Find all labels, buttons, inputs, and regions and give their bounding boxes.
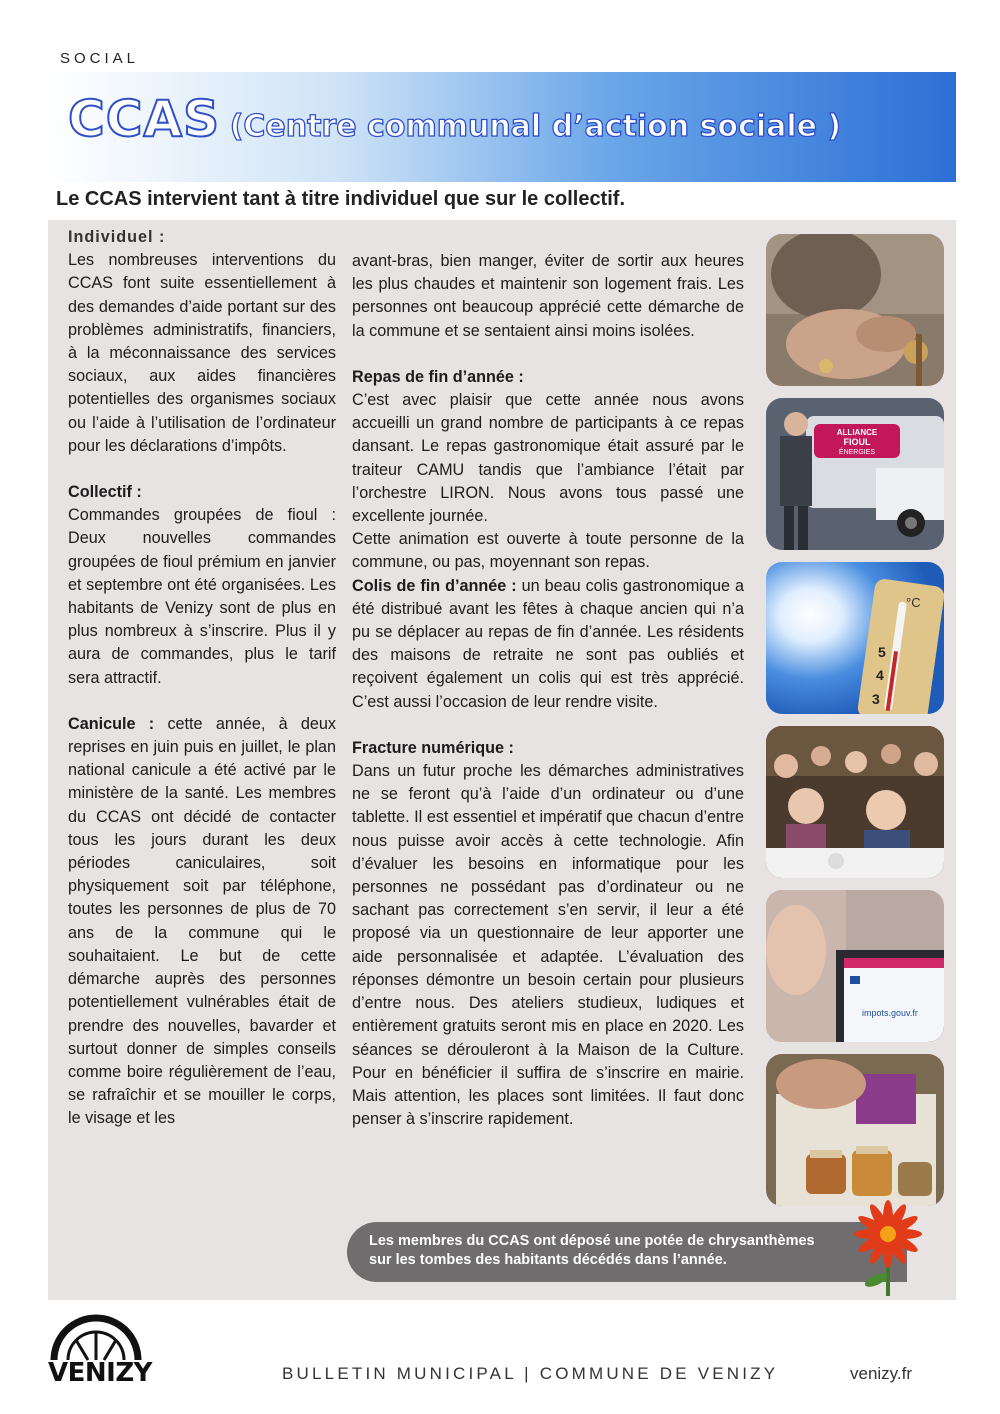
canicule-continued: avant-bras, bien manger, éviter de sortir aux heures les plus chaudes et maintenir son logement frais. Les personnes ont beaucoup apprécié cette démarche de la commune et se sentaient ainsi moins isolées.: [352, 252, 744, 340]
text-column-2: [352, 250, 744, 1131]
fracture-text: Dans un futur proche les démarches administratives ne se feront qu’à l’aide d’un ordinateur ou d’une tablette. Il est essentiel et impératif que chacun d’entre nous puisse avoir accès à cette technologie. Afin d’évaluer les besoins en informatique pour les personnes ne possédant pas d’ordinateur ou ne sachant pas correctement s’en servir, il leur a été proposé via un questionnaire de leur apporter une aide personnalisée et adaptée. L’évaluation des réponses démontre un besoin certain pour plusieurs d’entre nous. Des ateliers studieux, ludiques et entièrement gratuits seront mis en place en 2020. Les séances se dérouleront à la Maison de la Culture. Pour en bénéficier il suffira de s’inscrire en mairie. Mais attention, les places sont limitées. Il faut donc penser à s’inscrire rapidement.: [352, 762, 744, 1129]
repas-text-2: Cette animation est ouverte à toute personne de la commune, ou pas, moyennant son repas.: [352, 530, 744, 572]
collectif-text: Commandes groupées de fioul : Deux nouvelles commandes groupées de fioul prémium en janvier et septembre ont été organisées. Les habitants de Venizy sont de plus en plus nombreux à s’inscrire. Plus il y aura de commandes, plus le tarif sera attractif.: [68, 506, 336, 687]
truck-text-2: FIOUL: [843, 437, 871, 447]
colis-heading: Colis de fin d’année :: [352, 576, 517, 595]
repas-text: C’est avec plaisir que cette année nous avons accueilli un grand nombre de participants à ce repas dansant. Le repas gastronomique était assuré par le traiteur CAMU tandis que l’ambiance l’était par l’orchestre LIRON. Nous avons tous passé une excellente journée.: [352, 391, 744, 526]
title-banner: [48, 72, 956, 182]
chrysanthemum-icon: [848, 1200, 928, 1296]
fracture-heading: Fracture numérique :: [352, 738, 514, 757]
photo-elderly-hands: [766, 234, 944, 386]
photo-laptop: [766, 890, 944, 1042]
photo-banquet: [766, 726, 944, 878]
screen-text: impots.gouv.fr: [862, 1008, 918, 1018]
colis-paragraph: [352, 575, 744, 714]
title-main: CCAS: [68, 90, 221, 148]
truck-text-3: ÉNERGIES: [838, 449, 876, 456]
individuel-text: Les nombreuses interventions du CCAS font suite essentiellement à des demandes d’aide portant sur des problèmes administratifs, financiers, à la méconnaissance des services sociaux, aux aides financières potentielles des organismes sociaux ou l’aide à l’utilisation de l’ordinateur pour les déclarations d’impôts.: [68, 251, 336, 455]
photo-thermometer: [766, 562, 944, 714]
collectif-heading: Collectif :: [68, 483, 142, 502]
photo-gift-box: [766, 1054, 944, 1206]
logo-text: VENIZY: [48, 1358, 152, 1388]
caption-line-2: sur les tombes des habitants décédés dans l’année.: [369, 1252, 727, 1268]
thermo-tick-5: 5: [878, 644, 886, 660]
caption-line-1: Les membres du CCAS ont déposé une potée de chrysanthèmes: [369, 1233, 815, 1249]
colis-text: un beau colis gastronomique a été distribué avant les fêtes à chaque ancien qui n’a pu se déplacer au repas de fin d’année. Les résidents des maisons de retraite ne sont pas oubliés et reçoivent également un colis qui est très apprécié. C’est aussi l’occasion de leur rendre visite.: [352, 576, 744, 711]
canicule-text: cette année, à deux reprises en juin puis en juillet, le plan national canicule a été activé par le ministère de la santé. Les membres du CCAS ont décidé de contacter tous les jours durant les deux périodes caniculaires, soit physiquement soit par téléphone, toutes les personnes de plus de 70 ans de la commune qui le souhaitaient. Le but de cette démarche auprès des personnes potentiellement vulnérables était de prendre des nouvelles, bavarder et surtout donner de simples conseils comme boire régulièrement de l’eau, se rafraîchir et se mouiller le corps, le visage et les: [68, 714, 337, 1128]
text-column-1: [68, 226, 336, 1131]
footer-bulletin: BULLETIN MUNICIPAL | COMMUNE DE VENIZY: [282, 1364, 779, 1383]
subtitle: Le CCAS intervient tant à titre individuel que sur le collectif.: [56, 188, 625, 210]
thermo-tick-4: 4: [876, 667, 884, 683]
footer-site-link[interactable]: venizy.fr: [850, 1364, 913, 1383]
canicule-paragraph: [68, 713, 336, 1131]
photo-caption: [347, 1222, 907, 1282]
individuel-heading: Individuel :: [68, 228, 166, 246]
photo-fuel-truck: [766, 398, 944, 550]
page-title: [68, 90, 841, 148]
section-label: SOCIAL: [60, 50, 140, 67]
thermo-tick-3: 3: [872, 691, 880, 707]
thermo-unit: °C: [906, 595, 921, 610]
truck-text-1: ALLIANCE: [836, 428, 878, 437]
title-sub: (Centre communal d’action sociale ): [229, 109, 842, 144]
repas-heading: Repas de fin d’année :: [352, 367, 524, 386]
canicule-heading: Canicule :: [68, 714, 155, 733]
